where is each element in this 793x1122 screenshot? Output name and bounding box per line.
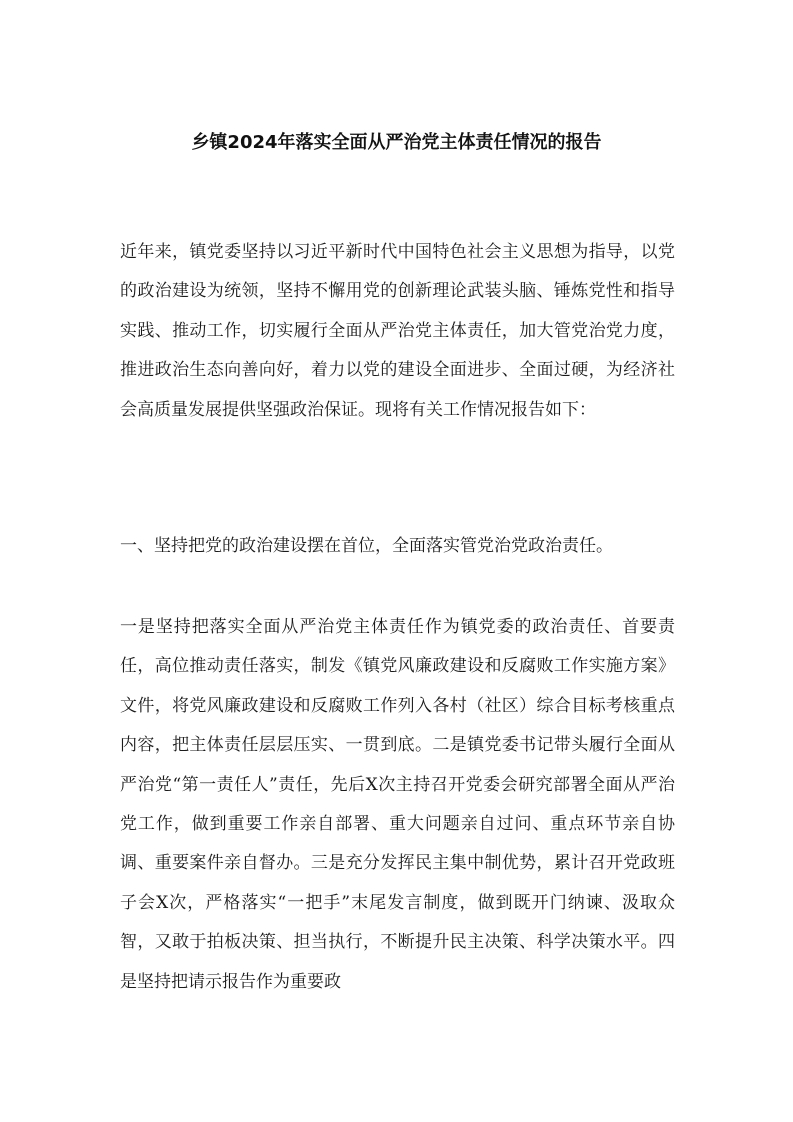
document-title: 乡镇2024年落实全面从严治党主体责任情况的报告	[191, 132, 602, 153]
body-paragraph: 一是坚持把落实全面从严治党主体责任作为镇党委的政治责任、首要责任，高位推动责任落实，制发《镇党风廉政建设和反腐败工作实施方案》文件，将党风廉政建设和反腐败工作列入各村（社区）综合目标考核重点内容，把主体责任层层压实、一贯到底。二是镇党委书记带头履行全面从严治党“第一责任人”责任，先后X次主持召开党委会研究部署全面从严治党工作，做到重要工作亲自部署、重大问题亲自过问、重点环节亲自协调、重要案件亲自督办。三是充分发挥民主集中制优势，累计召开党政班子会X次，严格落实“一把手”末尾发言制度，做到既开门纳谏、汲取众智，又敢于拍板决策、担当执行，不断提升民主决策、科学决策水平。四是坚持把请示报告作为重要政	[120, 617, 675, 992]
section-heading-1: 一、坚持把党的政治建设摆在首位，全面落实管党治党政治责任。	[120, 536, 613, 556]
intro-paragraph: 近年来，镇党委坚持以习近平新时代中国特色社会主义思想为指导，以党的政治建设为统领，坚持不懈用党的创新理论武装头脑、锤炼党性和指导实践、推动工作，切实履行全面从严治党主体责任，加大管党治党力度，推进政治生态向善向好，着力以党的建设全面进步、全面过硬，为经济社会高质量发展提供坚强政治保证。现将有关工作情况报告如下：	[120, 242, 675, 420]
